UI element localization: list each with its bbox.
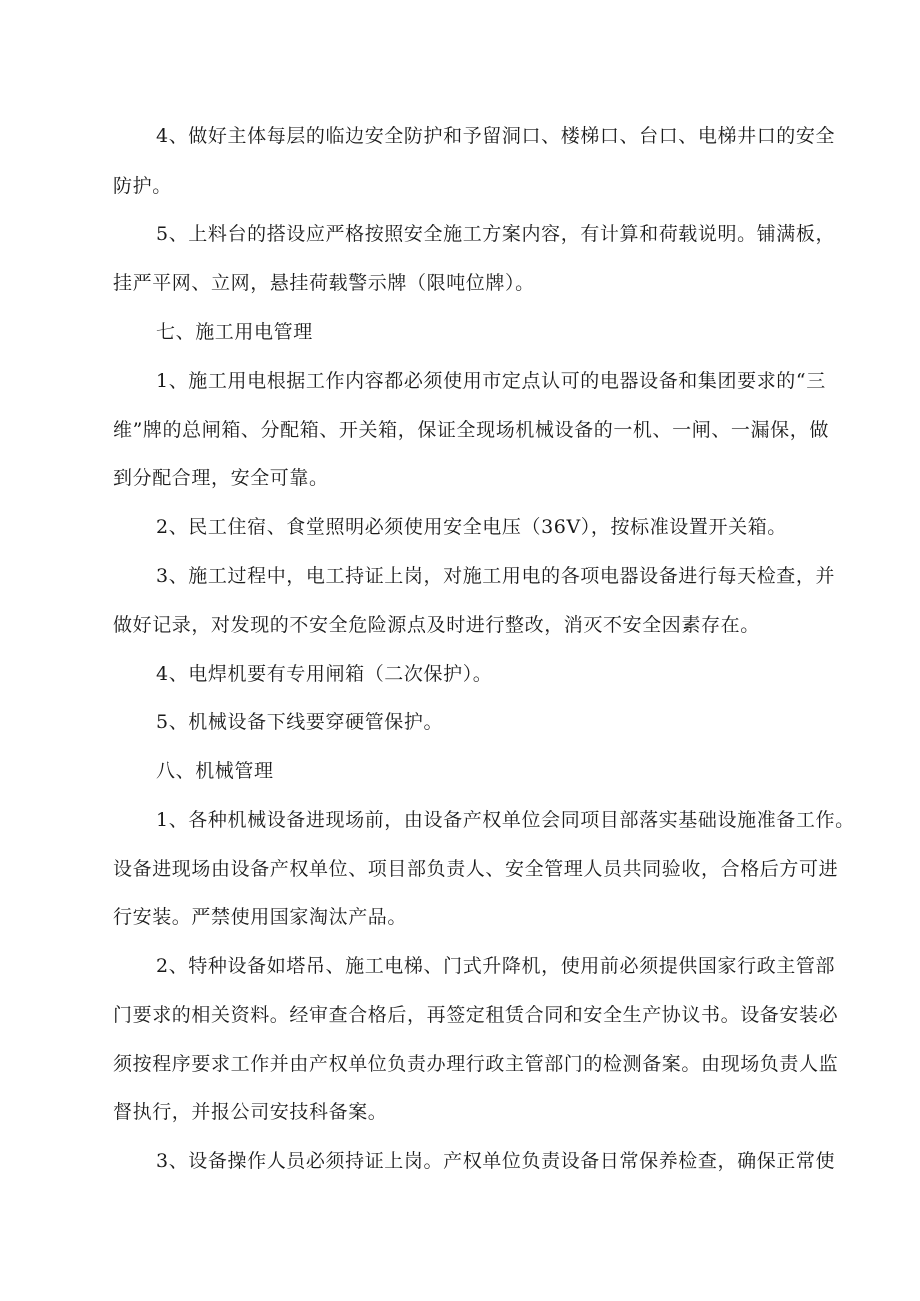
text-line: 2、民工住宿、食堂照明必须使用安全电压（36V），按标准设置开关箱。 [156,516,787,538]
text-line: 挂严平网、立网，悬挂荷载警示牌（限吨位牌）。 [113,272,535,294]
text-line: 5、上料台的搭设应严格按照安全施工方案内容，有计算和荷载说明。铺满板， [156,223,836,245]
text-line: 2、特种设备如塔吊、施工电梯、门式升降机，使用前必须提供国家行政主管部 [156,955,836,977]
text-line: 维”牌的总闸箱、分配箱、开关箱，保证全现场机械设备的一机、一闸、一漏保，做 [113,419,829,441]
text-line: 3、设备操作人员必须持证上岗。产权单位负责设备日常保养检查，确保正常使 [156,1150,836,1172]
text-line: 设备进现场由设备产权单位、项目部负责人、安全管理人员共同验收，合格后方可进 [113,858,839,880]
text-line: 4、做好主体每层的临边安全防护和予留洞口、楼梯口、台口、电梯井口的安全 [156,125,836,147]
text-line: 须按程序要求工作并由产权单位负责办理行政主管部门的检测备案。由现场负责人监 [113,1053,839,1075]
section-heading: 七、施工用电管理 [156,321,313,343]
section-heading: 八、机械管理 [156,760,274,782]
text-line: 到分配合理，安全可靠。 [113,467,329,489]
text-line: 3、施工过程中，电工持证上岗，对施工用电的各项电器设备进行每天检查，并 [156,565,836,587]
text-line: 防护。 [113,175,172,197]
text-line: 5、机械设备下线要穿硬管保护。 [156,711,444,733]
text-line: 1、各种机械设备进现场前，由设备产权单位会同项目部落实基础设施准备工作。 [156,809,855,831]
text-line: 1、施工用电根据工作内容都必须使用市定点认可的电器设备和集团要求的“三 [156,370,826,392]
text-line: 行安装。严禁使用国家淘汰产品。 [113,906,408,928]
text-line: 门要求的相关资料。经审查合格后，再签定租赁合同和安全生产协议书。设备安装必 [113,1004,839,1026]
text-line: 督执行，并报公司安技科备案。 [113,1101,388,1123]
text-line: 4、电焊机要有专用闸箱（二次保护）。 [156,663,493,685]
text-line: 做好记录，对发现的不安全危险源点及时进行整改，消灭不安全因素存在。 [113,614,760,636]
